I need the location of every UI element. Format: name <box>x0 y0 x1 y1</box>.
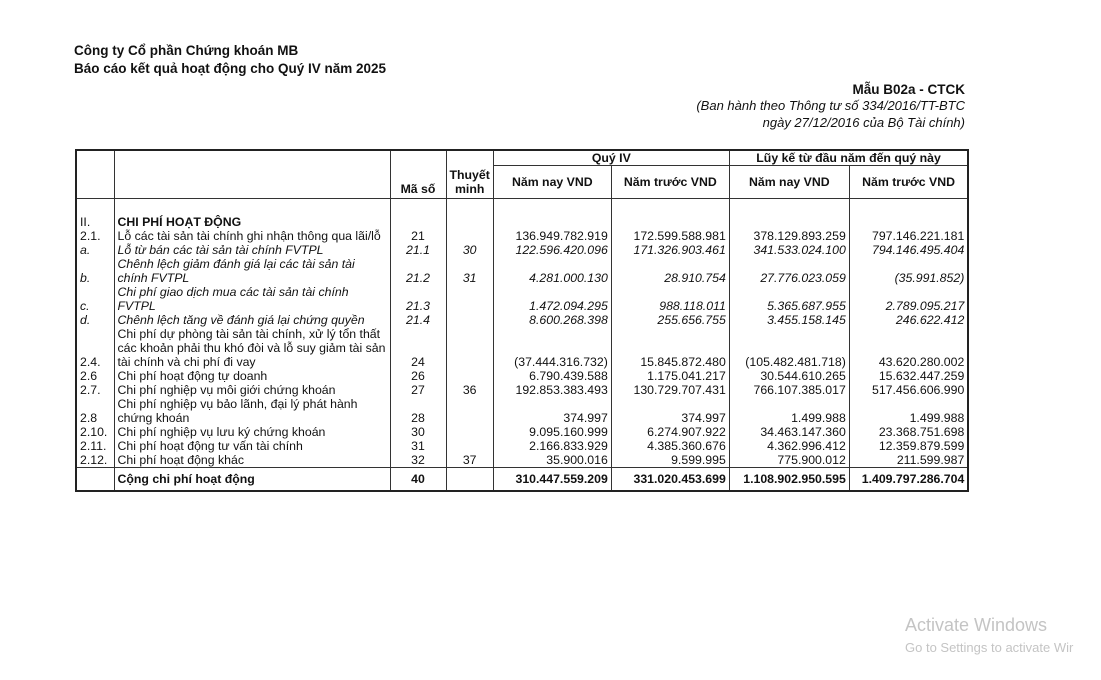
row-note <box>446 327 493 369</box>
total-note <box>446 468 493 492</box>
row-ytd-prior: 1.499.988 <box>849 397 968 425</box>
row-number: 2.4. <box>76 327 114 369</box>
row-label: Chi phí nghiệp vụ lưu ký chứng khoán <box>114 425 390 439</box>
row-code: 21.3 <box>390 285 446 313</box>
row-label: Lỗ các tài sản tài chính ghi nhận thông qua lãi/lỗ <box>114 229 390 243</box>
report-title: Báo cáo kết quả hoạt động cho Quý IV năm 2025 <box>74 61 387 76</box>
table-row <box>76 369 968 383</box>
header-ytd-current: Năm nay VND <box>729 166 849 199</box>
row-number: 2.11. <box>76 439 114 453</box>
row-ytd-prior: 12.359.879.599 <box>849 439 968 453</box>
row-quarter-current: 192.853.383.493 <box>493 383 611 397</box>
company-name: Công ty Cổ phần Chứng khoán MB <box>74 43 299 58</box>
row-quarter-current: 2.166.833.929 <box>493 439 611 453</box>
row-code: 31 <box>390 439 446 453</box>
row-ytd-prior: 43.620.280.002 <box>849 327 968 369</box>
row-note: 37 <box>446 453 493 468</box>
row-number: c. <box>76 285 114 313</box>
row-ytd-prior: 211.599.987 <box>849 453 968 468</box>
activate-windows-subtitle: Go to Settings to activate Wir <box>905 640 1074 655</box>
circular-reference: (Ban hành theo Thông tư số 334/2016/TT-BTC <box>696 98 965 113</box>
row-ytd-prior: 517.456.606.990 <box>849 383 968 397</box>
row-label: Chi phí dự phòng tài sản tài chính, xử lý tổn thất các khoản phải thu khó đòi và lỗ suy giảm tài sản tài chính và chi phí đi vay <box>114 327 390 369</box>
table-row <box>76 425 968 439</box>
row-number: 2.8 <box>76 397 114 425</box>
row-number: 2.1. <box>76 229 114 243</box>
row-code: 26 <box>390 369 446 383</box>
table-row <box>76 229 968 243</box>
section-title: CHI PHÍ HOẠT ĐỘNG <box>114 199 390 230</box>
row-number: 2.10. <box>76 425 114 439</box>
row-code: 21.4 <box>390 313 446 327</box>
row-quarter-current: 4.281.000.130 <box>493 257 611 285</box>
row-note <box>446 313 493 327</box>
row-note <box>446 369 493 383</box>
total-code: 40 <box>390 468 446 492</box>
row-code: 32 <box>390 453 446 468</box>
section-number: II. <box>76 199 114 230</box>
row-ytd-current: 34.463.147.360 <box>729 425 849 439</box>
row-quarter-prior: 988.118.011 <box>611 285 729 313</box>
row-ytd-prior: 794.146.495.404 <box>849 243 968 257</box>
row-note <box>446 439 493 453</box>
table-row <box>76 257 968 285</box>
row-code: 28 <box>390 397 446 425</box>
row-quarter-prior: 172.599.588.981 <box>611 229 729 243</box>
total-ytd-prior: 1.409.797.286.704 <box>849 468 968 492</box>
row-quarter-current: 1.472.094.295 <box>493 285 611 313</box>
total-ytd-current: 1.108.902.950.595 <box>729 468 849 492</box>
row-ytd-current: 4.362.996.412 <box>729 439 849 453</box>
header-blank-label <box>114 150 390 199</box>
table-row <box>76 383 968 397</box>
row-quarter-current: 8.600.268.398 <box>493 313 611 327</box>
table-row <box>76 439 968 453</box>
row-ytd-current: 5.365.687.955 <box>729 285 849 313</box>
row-label: Lỗ từ bán các tài sản tài chính FVTPL <box>114 243 390 257</box>
table-row <box>76 397 968 425</box>
activate-windows-title: Activate Windows <box>905 615 1048 635</box>
header-quarter-prior: Năm trước VND <box>611 166 729 199</box>
row-note: 30 <box>446 243 493 257</box>
row-label: Chi phí hoạt động khác <box>114 453 390 468</box>
row-quarter-prior: 9.599.995 <box>611 453 729 468</box>
table-row <box>76 327 968 369</box>
row-ytd-prior: 2.789.095.217 <box>849 285 968 313</box>
row-quarter-current: 136.949.782.919 <box>493 229 611 243</box>
row-quarter-prior: 255.656.755 <box>611 313 729 327</box>
form-code: Mẫu B02a - CTCK <box>852 82 965 97</box>
row-label: Chênh lệch tăng về đánh giá lại chứng quyền <box>114 313 390 327</box>
row-number: 2.7. <box>76 383 114 397</box>
row-number: d. <box>76 313 114 327</box>
row-ytd-prior: 246.622.412 <box>849 313 968 327</box>
row-code: 24 <box>390 327 446 369</box>
row-label: Chi phí nghiệp vụ môi giới chứng khoán <box>114 383 390 397</box>
row-number: a. <box>76 243 114 257</box>
row-code: 30 <box>390 425 446 439</box>
row-ytd-current: 341.533.024.100 <box>729 243 849 257</box>
table-row <box>76 453 968 468</box>
header-quarter-group: Quý IV <box>493 150 729 166</box>
row-ytd-current: 775.900.012 <box>729 453 849 468</box>
row-ytd-current: 30.544.610.265 <box>729 369 849 383</box>
row-quarter-current: 35.900.016 <box>493 453 611 468</box>
row-quarter-prior: 171.326.903.461 <box>611 243 729 257</box>
row-note: 36 <box>446 383 493 397</box>
row-code: 21.2 <box>390 257 446 285</box>
row-quarter-prior: 374.997 <box>611 397 729 425</box>
row-ytd-prior: 23.368.751.698 <box>849 425 968 439</box>
total-quarter-current: 310.447.559.209 <box>493 468 611 492</box>
header-note: Thuyết minh <box>446 150 493 199</box>
total-label: Cộng chi phí hoạt động <box>114 468 390 492</box>
row-label: Chi phí hoạt động tự doanh <box>114 369 390 383</box>
header-code: Mã số <box>390 150 446 199</box>
row-quarter-current: 122.596.420.096 <box>493 243 611 257</box>
row-ytd-current: 378.129.893.259 <box>729 229 849 243</box>
total-row <box>76 468 968 492</box>
row-note <box>446 425 493 439</box>
row-number: 2.12. <box>76 453 114 468</box>
row-note <box>446 229 493 243</box>
row-note <box>446 397 493 425</box>
header-blank-no <box>76 150 114 199</box>
row-quarter-prior: 1.175.041.217 <box>611 369 729 383</box>
row-quarter-current: (37.444.316.732) <box>493 327 611 369</box>
row-quarter-current: 374.997 <box>493 397 611 425</box>
row-note: 31 <box>446 257 493 285</box>
row-quarter-current: 9.095.160.999 <box>493 425 611 439</box>
header-ytd-prior: Năm trước VND <box>849 166 968 199</box>
row-quarter-current: 6.790.439.588 <box>493 369 611 383</box>
row-ytd-current: (105.482.481.718) <box>729 327 849 369</box>
table-row <box>76 243 968 257</box>
header-ytd-group: Lũy kế từ đầu năm đến quý này <box>729 150 968 166</box>
row-ytd-current: 3.455.158.145 <box>729 313 849 327</box>
row-quarter-prior: 6.274.907.922 <box>611 425 729 439</box>
row-label: Chi phí nghiệp vụ bảo lãnh, đại lý phát hành chứng khoán <box>114 397 390 425</box>
issued-date: ngày 27/12/2016 của Bộ Tài chính) <box>762 115 965 130</box>
header-quarter-current: Năm nay VND <box>493 166 611 199</box>
row-quarter-prior: 28.910.754 <box>611 257 729 285</box>
row-ytd-prior: 15.632.447.259 <box>849 369 968 383</box>
row-number: 2.6 <box>76 369 114 383</box>
table-row <box>76 313 968 327</box>
row-ytd-prior: (35.991.852) <box>849 257 968 285</box>
row-quarter-prior: 15.845.872.480 <box>611 327 729 369</box>
row-label: Chi phí giao dịch mua các tài sản tài chính FVTPL <box>114 285 390 313</box>
row-label: Chênh lệch giảm đánh giá lại các tài sản tài chính FVTPL <box>114 257 390 285</box>
row-code: 21 <box>390 229 446 243</box>
total-number <box>76 468 114 492</box>
row-code: 27 <box>390 383 446 397</box>
row-label: Chi phí hoạt động tư vấn tài chính <box>114 439 390 453</box>
operating-expenses-table <box>75 149 969 492</box>
row-note <box>446 285 493 313</box>
row-code: 21.1 <box>390 243 446 257</box>
row-number: b. <box>76 257 114 285</box>
row-quarter-prior: 4.385.360.676 <box>611 439 729 453</box>
row-quarter-prior: 130.729.707.431 <box>611 383 729 397</box>
table-row <box>76 285 968 313</box>
row-ytd-current: 1.499.988 <box>729 397 849 425</box>
row-ytd-current: 766.107.385.017 <box>729 383 849 397</box>
total-quarter-prior: 331.020.453.699 <box>611 468 729 492</box>
row-ytd-prior: 797.146.221.181 <box>849 229 968 243</box>
row-ytd-current: 27.776.023.059 <box>729 257 849 285</box>
section-row <box>76 199 968 230</box>
